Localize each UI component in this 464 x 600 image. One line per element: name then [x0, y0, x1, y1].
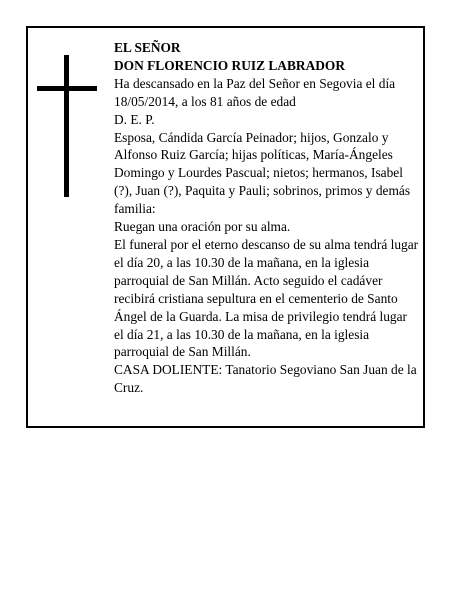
cross-vertical-bar [64, 55, 69, 197]
casa-doliente-line: CASA DOLIENTE: Tanatorio Segoviano San Juan de la Cruz. [114, 362, 417, 396]
dep-line: D. E. P. [114, 111, 155, 127]
title-line-1: EL SEÑOR [114, 40, 181, 55]
intro-paragraph: Ha descansado en la Paz del Señor en Segovia el día 18/05/2014, a los 81 años de edad [114, 75, 396, 109]
cross-horizontal-bar [37, 86, 97, 91]
funeral-paragraph: El funeral por el eterno descanso de su alma tendrá lugar el día 20, a las 10.30 de la mañana, en la iglesia parroquial de San Millán. Acto seguido el cadáver recibirá cristiana sepultura en el cementerio de Santo Ángel de la Guarda. La misa de privilegio tendrá lugar el día 21, a las 10.30 de la mañana, en la iglesia parroquial de San Millán. [114, 236, 419, 360]
obituary-text [114, 39, 419, 397]
family-paragraph: Esposa, Cándida García Peinador; hijos, Gonzalo y Alfonso Ruiz García; hijas políticas, María-Ángeles Domingo y Lourdes Pascual; nietos; hermanos, Isabel (?), Juan (?), Paquita y Pauli; sobrinos, primos y demás familia: [114, 129, 411, 217]
prayer-line: Ruegan una oración por su alma. [114, 219, 291, 235]
cross-icon [37, 55, 97, 197]
deceased-name: DON FLORENCIO RUIZ LABRADOR [114, 57, 346, 73]
